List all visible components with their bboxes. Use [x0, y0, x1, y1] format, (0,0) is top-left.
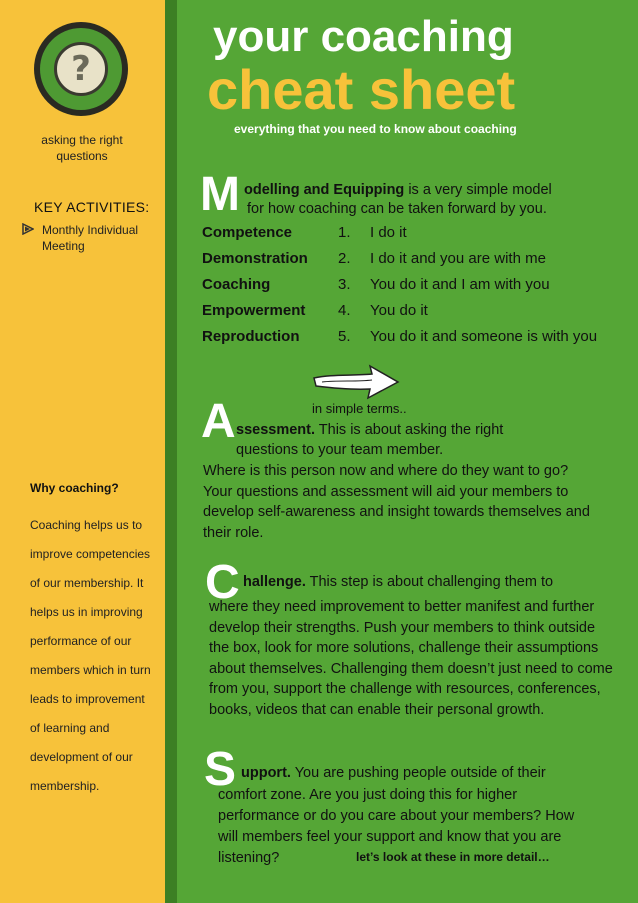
more-detail-link[interactable]: let’s look at these in more detail…: [356, 850, 550, 864]
tagline: asking the right questions: [41, 133, 123, 163]
support-initial: S: [204, 743, 237, 796]
challenge-intro: hallenge. This step is about challenging them to: [243, 574, 554, 590]
page-title: your coaching: [213, 12, 514, 61]
key-activity-item: Monthly Individual Meeting: [42, 223, 139, 253]
modelling-steps: [202, 222, 622, 352]
sidebar: [0, 0, 165, 903]
step-row: Coaching 3. You do it and I am with you: [202, 276, 550, 293]
key-activities-heading: KEY ACTIVITIES:: [34, 199, 150, 215]
arrow-icon: [312, 364, 400, 404]
assessment-intro: ssessment. This is about asking the right: [236, 422, 504, 438]
support-intro: upport. You are pushing people outside of their: [241, 765, 546, 781]
question-logo: [34, 22, 128, 116]
challenge-body: where they need improvement to better manifest and further develop their strengths. Push your members to think outside the box, look for more solutions, challenge their assumptions about themselves. Challenging them doesn’t just need to come from you, support the challenge with resources, conferences, books, videos that can enable their personal growth.: [209, 599, 613, 718]
step-row: Demonstration 2. I do it and you are with me: [202, 250, 546, 267]
modelling-initial: M: [200, 168, 240, 221]
step-row: Reproduction 5. You do it and someone is with you: [202, 328, 598, 345]
support-body: comfort zone. Are you just doing this for higher performance or do you care about your members? How will members feel your support and know that you are listening?: [218, 787, 575, 866]
assessment-initial: A: [201, 395, 236, 448]
assessment-intro-line2: questions to your team member.: [236, 442, 444, 458]
challenge-initial: C: [205, 556, 240, 609]
page-title-highlight: cheat sheet: [207, 58, 516, 121]
question-mark-icon: ?: [54, 42, 108, 96]
modelling-intro: odelling and Equipping is a very simple model: [244, 182, 552, 198]
bullet-arrow-icon: [22, 223, 34, 235]
step-row: Competence 1. I do it: [202, 224, 407, 241]
in-simple-terms: in simple terms..: [312, 401, 407, 416]
divider: [165, 0, 177, 903]
modelling-intro-line2: for how coaching can be taken forward by you.: [247, 201, 547, 217]
why-coaching-text: Coaching helps us to improve competencies of our membership. It helps us in improving performance of our members which in turn leads to improvement of learning and development of our membership.: [30, 518, 151, 793]
why-coaching-heading: Why coaching?: [30, 481, 119, 495]
page-subtitle: everything that you need to know about coaching: [234, 122, 517, 136]
assessment-body: Where is this person now and where do they want to go? Your questions and assessment will aid your members to develop self-awareness and insight towards themselves and their role.: [203, 463, 590, 541]
step-row: Empowerment 4. You do it: [202, 302, 428, 319]
